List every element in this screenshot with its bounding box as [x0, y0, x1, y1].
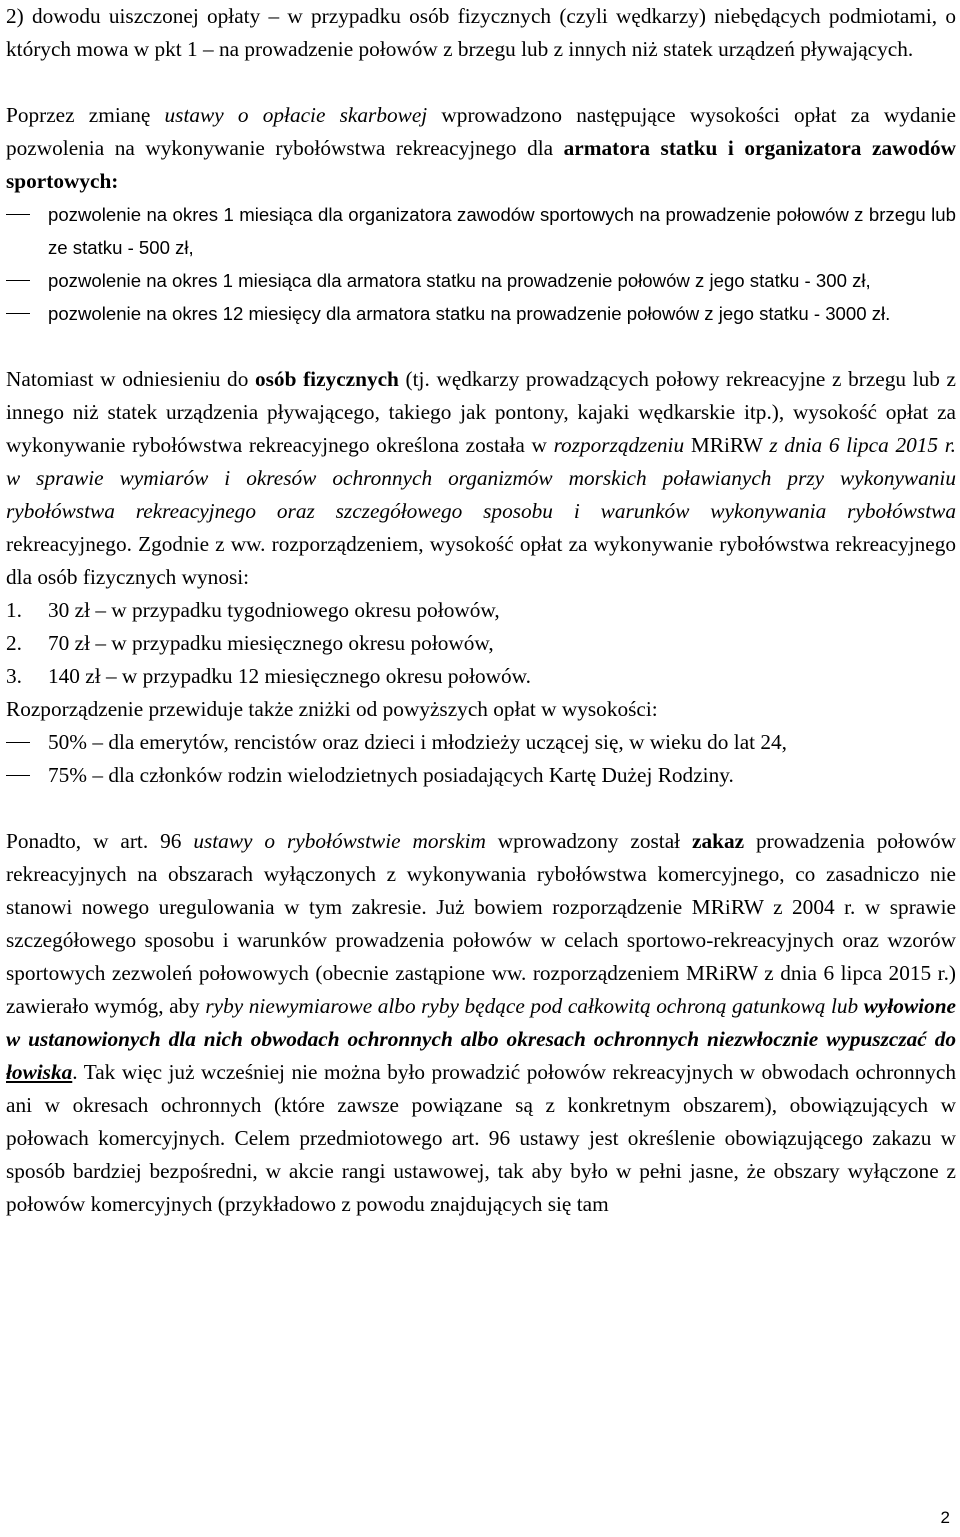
spacer — [6, 792, 956, 825]
list-item-text: 70 zł – w przypadku miesięcznego okresu połowów, — [48, 631, 494, 655]
list-item-text: pozwolenie na okres 1 miesiąca dla armatora statku na prowadzenie połowów z jego statku - 300 zł, — [48, 270, 871, 291]
list-item — [6, 726, 956, 759]
text: . Tak więc już wcześniej nie można było prowadzić połowów rekreacyjnych w obwodach ochronnych ani w okresach ochronnych (które zawsze powiązane są z konkretnym obszarem), obowiązujących w połowach komercyjnych. Celem przedmiotowego art. 96 ustawy jest określenie obowiązującego zakazu w sposób bardziej bezpośredni, w akcie rangi ustawowej, tak aby było w pełni jasne, że obszary wyłączone z połowów komercyjnych (przykładowo z powodu znajdujących się tam — [6, 1060, 956, 1216]
list-item — [6, 759, 956, 792]
text: Poprzez zmianę — [6, 103, 165, 127]
list-item — [6, 660, 956, 693]
text: (tj. wędkarzy prowadzących połowy rekreacyjne z brzegu lub z innego niż statek urządzenia pływającego, takiego jak pontony, kajaki wędkarskie itp.), wysokość opłat za wykonywanie rybołówstwa rekreacyjnego określona została w — [6, 367, 956, 457]
statute-name: ustawy o opłacie skarbowej — [164, 103, 428, 127]
italic-text: rozporządzeniu — [553, 433, 685, 457]
text: Natomiast w odniesieniu do — [6, 367, 255, 391]
italic-text: ryby niewymiarowe albo ryby będące pod całkowitą ochroną gatunkową lub — [205, 994, 864, 1018]
paragraph-prohibition — [6, 825, 956, 1221]
statute-name: ustawy o rybołówstwie morskim — [193, 829, 486, 853]
list-item-text: 50% – dla emerytów, rencistów oraz dzieci i młodzieży uczącej się, w wieku do lat 24, — [48, 730, 788, 754]
list-item — [6, 264, 956, 297]
list-item — [6, 594, 956, 627]
page-number: 2 — [940, 1508, 950, 1527]
paragraph-fee-changes — [6, 99, 956, 198]
list-number: 1. — [6, 598, 22, 622]
discount-list — [6, 726, 956, 792]
paragraph-natural-persons — [6, 363, 956, 594]
individual-fee-list — [6, 594, 956, 693]
text: wprowadzony został — [485, 829, 692, 853]
paragraph-discounts: Rozporządzenie przewiduje także zniżki od powyższych opłat w wysokości: — [6, 697, 658, 721]
text: prowadzenia połowów rekreacyjnych na obszarach wyłączonych z wykonywania rybołówstwa komercyjnego, co zasadniczo nie stanowi nowego uregulowania w tym zakresie. Już bowiem rozporządzenie MRiRW z 2004 r. w sprawie szczegółowego sposobu i warunków prowadzenia połowów w celach sportowo-rekreacyjnych oraz wzorów sportowych zezwoleń połowowych (obecnie zastąpione ww. rozporządzeniem MRiRW z dnia 6 lipca 2015 r.) zawierało wymóg, aby — [6, 829, 956, 1018]
list-item-text: 75% – dla członków rodzin wielodzietnych posiadających Kartę Dużej Rodziny. — [48, 763, 734, 787]
document-page — [6, 0, 956, 1221]
list-item — [6, 627, 956, 660]
bold-italic-text: wyłowione w ustanowionych dla nich obwodach ochronnych albo okresach ochronnych niezwłocznie wypuszczać do — [6, 994, 957, 1051]
emphasis-text: osób fizycznych — [255, 367, 399, 391]
text: rekreacyjnego. Zgodnie z ww. rozporządzeniem, wysokość opłat za wykonywanie rybołówstwa rekreacyjnego dla osób fizycznych wynosi: — [6, 532, 956, 589]
spacer — [6, 66, 956, 99]
spacer — [6, 330, 956, 363]
permit-fee-list — [6, 198, 956, 330]
list-item — [6, 297, 956, 330]
list-item-text: 30 zł – w przypadku tygodniowego okresu połowów, — [48, 598, 500, 622]
italic-text: z dnia 6 lipca 2015 r. — [769, 433, 956, 457]
list-number: 2. — [6, 631, 22, 655]
emphasis-text: armatora statku i organizatora zawodów sportowych: — [6, 136, 956, 193]
list-item-text: pozwolenie na okres 12 miesięcy dla armatora statku na prowadzenie połowów z jego statku - 3000 zł. — [48, 303, 891, 324]
text: wprowadzono następujące wysokości opłat za wydanie pozwolenia na wykonywanie rybołówstwa rekreacyjnego dla — [6, 103, 957, 160]
regulation-title: w sprawie wymiarów i okresów ochronnych organizmów morskich poławianych przy wykonywaniu rybołówstwa rekreacyjnego oraz szczegółowego sposobu i warunków wykonywania rybołówstwa — [6, 466, 956, 523]
underlined-text: łowiska — [6, 1060, 73, 1084]
list-item — [6, 198, 956, 264]
text: MRiRW — [684, 433, 770, 457]
paragraph-continuation: 2) dowodu uiszczonej opłaty – w przypadku osób fizycznych (czyli wędkarzy) niebędących podmiotami, o których mowa w pkt 1 – na prowadzenie połowów z brzegu lub z innych niż statek urządzeń pływających. — [6, 4, 956, 61]
list-item-text: 140 zł – w przypadku 12 miesięcznego okresu połowów. — [48, 664, 532, 688]
emphasis-text: zakaz — [692, 829, 745, 853]
list-item-text: pozwolenie na okres 1 miesiąca dla organizatora zawodów sportowych na prowadzenie połowów z brzegu lub ze statku - 500 zł, — [48, 204, 956, 258]
text: Ponadto, w art. 96 — [6, 829, 194, 853]
list-number: 3. — [6, 664, 22, 688]
